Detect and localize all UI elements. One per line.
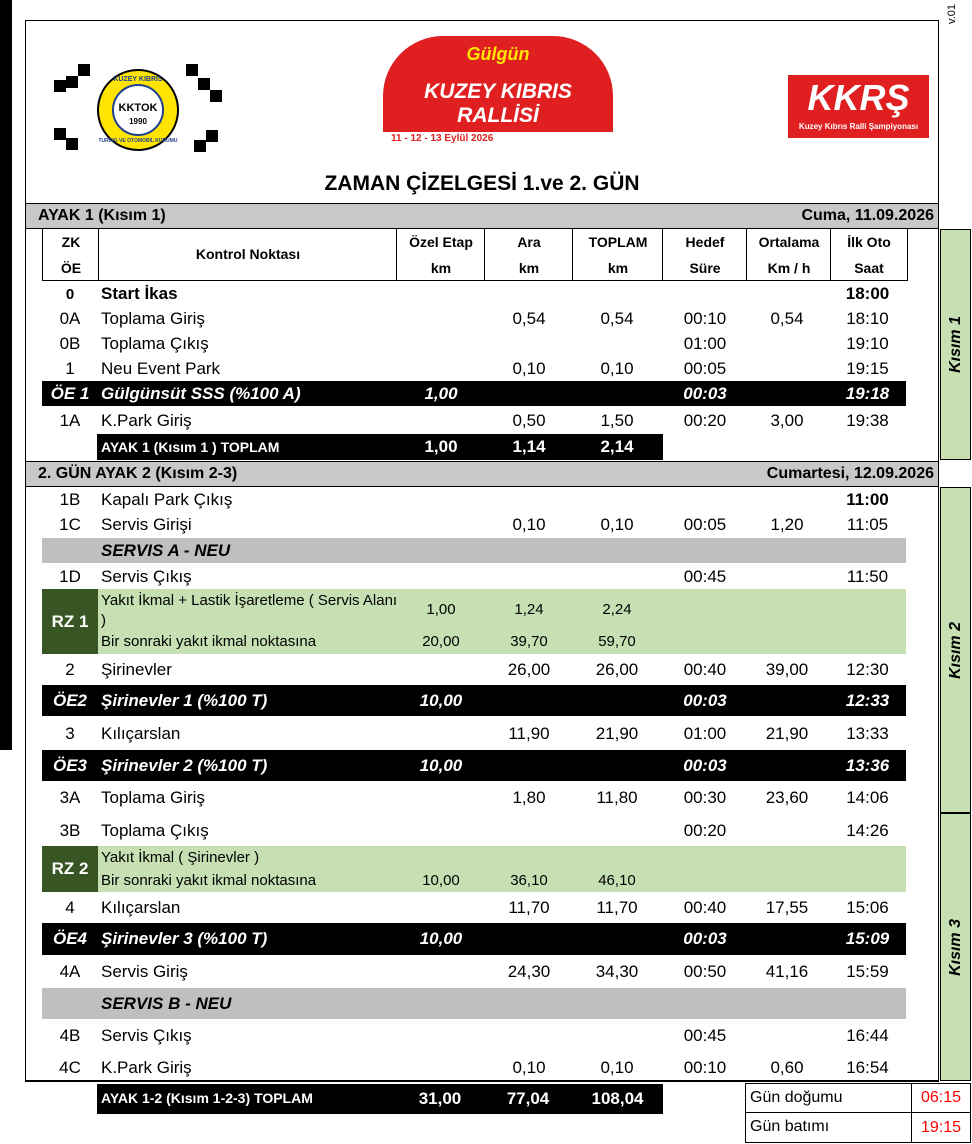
rz1-ara2: 39,70	[510, 633, 548, 650]
cell-ara: 1,80	[512, 788, 546, 807]
table-row	[42, 923, 906, 955]
table-row	[42, 956, 906, 988]
cell-ara	[485, 488, 573, 512]
rz1-row	[42, 589, 906, 654]
cell-ort	[745, 750, 829, 781]
kktok-mid-text: KKTOK	[118, 102, 158, 114]
cell-ilk: 14:06	[846, 788, 889, 807]
cell-ilk: 12:33	[845, 690, 890, 710]
cell-top: 0,10	[600, 359, 634, 378]
rally-logo	[383, 36, 613, 160]
cell-hed: 00:50	[683, 962, 727, 981]
cell-name: Şirinevler 2 (%100 T)	[101, 755, 268, 775]
header-kontrol: Kontrol Noktası	[195, 246, 301, 262]
cell-zk: 1D	[59, 566, 81, 586]
cell-zk: 1	[65, 359, 75, 378]
cell-oe	[397, 893, 485, 923]
cell-top: 0,54	[600, 309, 634, 328]
cell-top	[573, 685, 661, 716]
header-toplam: TOPLAM	[588, 234, 648, 250]
cell-name: Kılıçarslan	[101, 724, 181, 743]
cell-ilk: 11:05	[846, 515, 889, 534]
header-zk: ZK	[61, 234, 81, 250]
page-title: ZAMAN ÇİZELGESİ 1.ve 2. GÜN	[324, 172, 640, 195]
cell-ara	[485, 381, 573, 406]
cell-ara: 0,54	[512, 309, 546, 328]
cell-name: Start İkas	[101, 284, 178, 303]
sunset-value: 19:15	[911, 1113, 970, 1142]
rz1-oe2: 20,00	[422, 633, 460, 650]
header-hedef-unit: Süre	[689, 260, 721, 276]
cell-ort: 41,16	[765, 962, 809, 981]
cell-hed: 01:00	[683, 334, 727, 353]
cell-ilk: 16:54	[846, 1057, 889, 1077]
kisim-1-label: Kısım 1	[946, 316, 964, 373]
header-ortalama-unit: Km / h	[767, 260, 811, 276]
cell-hed	[661, 282, 749, 306]
cell-hed: 00:03	[683, 383, 727, 403]
cell-ilk: 15:06	[846, 898, 889, 917]
cell-ort: 0,60	[770, 1057, 804, 1077]
cell-zk: ÖE3	[52, 755, 88, 775]
cell-ort: 23,60	[765, 788, 809, 807]
cell-top: 0,10	[600, 515, 634, 534]
table-row	[42, 685, 906, 716]
cell-ilk	[829, 538, 906, 563]
table-row	[42, 718, 906, 750]
cell-ort	[745, 434, 829, 460]
cell-hed: 00:03	[683, 690, 727, 710]
table-row	[42, 1020, 906, 1052]
table-row	[42, 893, 906, 923]
cell-top: 26,00	[595, 660, 639, 679]
kisim-2-bar	[940, 487, 971, 813]
cell-ort: 1,20	[770, 515, 804, 534]
table-row	[42, 564, 906, 589]
ayak1-date: Cuma, 11.09.2026	[801, 207, 934, 224]
sunrise-box	[745, 1083, 971, 1113]
cell-ara: 1,14	[512, 437, 546, 456]
ayak2-bar	[26, 461, 938, 487]
table-row	[42, 815, 906, 846]
cell-hed	[661, 488, 749, 512]
cell-name: Servis Girişi	[101, 515, 192, 534]
cell-zk: 4C	[59, 1057, 81, 1077]
cell-ort	[745, 923, 829, 955]
cell-oe	[397, 988, 485, 1019]
header-ozel-etap: Özel Etap	[409, 234, 473, 250]
kkrs-logo	[788, 75, 929, 138]
table-row	[42, 1052, 906, 1083]
cell-zk: 0B	[59, 334, 81, 353]
cell-top	[573, 332, 661, 356]
cell-hed: 00:03	[683, 929, 727, 948]
cell-ort: 21,90	[765, 724, 809, 743]
rz1-oe1: 1,00	[426, 601, 456, 618]
rz1-top1: 2,24	[602, 601, 632, 618]
cell-oe	[397, 783, 485, 813]
cell-oe	[397, 513, 485, 537]
kisim-1-bar	[940, 229, 971, 460]
cell-ilk: 13:33	[846, 724, 889, 743]
rz2-row	[42, 846, 906, 892]
cell-zk: 4A	[59, 962, 81, 981]
cell-ort	[745, 381, 829, 406]
cell-top: 11,70	[596, 898, 638, 917]
sunrise-value: 06:15	[911, 1084, 970, 1112]
cell-ilk: 12:30	[846, 660, 889, 679]
cell-oe	[397, 564, 485, 589]
cell-oe	[397, 357, 485, 381]
rz1-next: Bir sonraki yakıt ikmal noktasına	[101, 633, 317, 650]
cell-name: Servis Çıkış	[101, 1026, 192, 1045]
cell-name: AYAK 1 (Kısım 1 ) TOPLAM	[101, 439, 280, 455]
rz2-ara2: 36,10	[510, 872, 548, 889]
cell-ort: 3,00	[770, 410, 804, 430]
ayak2-label: 2. GÜN AYAK 2 (Kısım 2-3)	[38, 465, 238, 482]
sunrise-label: Gün doğumu	[750, 1089, 843, 1106]
rally-sponsor: Gülgün	[466, 44, 530, 64]
header-ozel-etap-unit: km	[430, 260, 452, 276]
cell-ara	[485, 1020, 573, 1052]
cell-top: 34,30	[595, 962, 639, 981]
cell-ara: 11,70	[508, 898, 550, 917]
cell-oe: 10,00	[419, 690, 463, 710]
rz2-next: Bir sonraki yakıt ikmal noktasına	[101, 872, 317, 889]
cell-ilk: 18:10	[846, 309, 889, 328]
cell-zk: 3B	[59, 820, 81, 840]
cell-top	[573, 282, 661, 306]
cell-zk: ÖE 1	[50, 383, 90, 403]
ayak2-date: Cumartesi, 12.09.2026	[766, 465, 934, 482]
cell-ilk: 16:44	[846, 1026, 889, 1045]
cell-ara	[485, 815, 573, 846]
cell-name: SERVIS A - NEU	[101, 540, 231, 560]
cell-zk	[42, 988, 98, 1019]
cell-zk: 0	[65, 285, 75, 303]
cell-hed	[661, 988, 749, 1019]
table-row	[42, 381, 906, 406]
cell-zk: 2	[65, 660, 75, 679]
cell-ara	[485, 538, 573, 563]
cell-name: Gülgünsüt SSS (%100 A)	[101, 383, 301, 403]
cell-top	[573, 815, 661, 846]
cell-zk: 1C	[59, 515, 81, 534]
ayak1-label: AYAK 1 (Kısım 1)	[38, 207, 166, 224]
cell-zk: 3	[65, 724, 75, 743]
cell-oe	[397, 1052, 485, 1083]
cell-ara: 11,90	[508, 724, 550, 743]
cell-name: Servis Giriş	[101, 962, 188, 981]
cell-ilk: 19:38	[846, 410, 889, 430]
header-ilk-oto-unit: Saat	[854, 260, 884, 276]
cell-ilk: 18:00	[845, 284, 890, 303]
cell-top	[573, 381, 661, 406]
rz2-label: RZ 2	[42, 846, 98, 892]
cell-ara	[485, 685, 573, 716]
cell-oe	[397, 656, 485, 684]
cell-name: Kapalı Park Çıkış	[101, 490, 233, 509]
cell-name: Servis Çıkış	[101, 566, 192, 586]
cell-ort	[745, 282, 829, 306]
header-toplam-unit: km	[607, 260, 629, 276]
cell-top: 2,14	[600, 437, 634, 456]
cell-hed: 00:10	[683, 309, 727, 328]
cell-hed: 00:20	[683, 820, 727, 840]
cell-top: 1,50	[600, 410, 634, 430]
cell-top	[573, 564, 661, 589]
cell-top: 21,90	[595, 724, 639, 743]
kkrs-sub: Kuzey Kıbrıs Ralli Şampiyonası	[798, 122, 919, 131]
kkrs-mark: KKRŞ	[807, 77, 910, 118]
cell-hed: 00:05	[683, 359, 727, 378]
cell-ort	[745, 357, 829, 381]
cell-hed: 00:45	[683, 566, 727, 586]
cell-ort: 39,00	[765, 660, 809, 679]
ayak1-bar	[26, 203, 938, 229]
cell-oe	[397, 307, 485, 331]
grand-total-label: AYAK 1-2 (Kısım 1-2-3) TOPLAM	[101, 1090, 313, 1106]
cell-name: Neu Event Park	[101, 359, 221, 378]
table-row	[42, 513, 906, 537]
cell-ara	[485, 988, 573, 1019]
cell-hed: 00:10	[683, 1057, 727, 1077]
cell-top	[573, 538, 661, 563]
table-row	[42, 357, 906, 381]
cell-name: K.Park Giriş	[101, 410, 192, 430]
cell-hed: 01:00	[683, 724, 727, 743]
cell-oe	[397, 488, 485, 512]
kktok-year: 1990	[129, 117, 147, 126]
cell-top	[573, 750, 661, 781]
cell-ara	[485, 282, 573, 306]
cell-oe	[397, 1020, 485, 1052]
cell-oe	[397, 718, 485, 750]
grand-total-toplam: 108,04	[591, 1089, 644, 1108]
cell-ilk	[829, 988, 906, 1019]
rz1-desc: Yakıt İkmal + Lastik İşaretleme ( Servis Alanı )	[101, 592, 398, 629]
cell-zk: 4B	[59, 1026, 81, 1045]
kisim-3-label: Kısım 3	[946, 918, 964, 976]
rz2-top2: 46,10	[598, 872, 636, 889]
cell-hed	[661, 538, 749, 563]
table-row	[42, 488, 906, 512]
table-row	[42, 656, 906, 684]
header-oe: ÖE	[60, 260, 82, 276]
rz2-desc: Yakıt İkmal ( Şirinevler )	[101, 849, 260, 866]
table-row	[42, 307, 906, 331]
cell-ara: 0,10	[512, 359, 546, 378]
cell-zk: ÖE2	[52, 690, 88, 710]
kktok-top-text: KUZEY KIBRIS	[113, 76, 163, 83]
kktok-logo	[48, 58, 228, 158]
cell-top: 0,10	[600, 1057, 634, 1077]
cell-oe: 10,00	[419, 755, 463, 775]
rz2-oe2: 10,00	[422, 872, 460, 889]
cell-hed: 00:20	[683, 410, 727, 430]
cell-ara	[485, 332, 573, 356]
kisim-2-label: Kısım 2	[946, 621, 964, 679]
cell-name: Toplama Giriş	[101, 309, 205, 328]
cell-ort	[745, 488, 829, 512]
cell-ort	[745, 332, 829, 356]
cell-ilk: 13:36	[845, 755, 890, 775]
grand-total-oe: 31,00	[418, 1089, 462, 1108]
kktok-bottom-text: TURİNG VE OTOMOBİL KURUMU	[98, 138, 178, 144]
cell-oe: 1,00	[424, 437, 458, 456]
header-ilk-oto: İlk Oto	[847, 234, 891, 250]
cell-top	[573, 488, 661, 512]
cell-ara: 24,30	[507, 962, 551, 981]
cell-oe: 1,00	[424, 383, 458, 403]
table-row	[42, 282, 906, 306]
cell-oe	[397, 538, 485, 563]
cell-hed: 00:30	[683, 788, 727, 807]
cell-ara	[485, 923, 573, 955]
cell-ort	[745, 685, 829, 716]
cell-ilk: 19:15	[846, 359, 889, 378]
cell-name: K.Park Giriş	[101, 1057, 192, 1077]
kisim-3-bar	[940, 813, 971, 1081]
cell-ort	[745, 815, 829, 846]
cell-ilk: 15:09	[845, 929, 890, 948]
cell-ilk: 11:50	[846, 566, 889, 586]
cell-ilk: 15:59	[846, 962, 889, 981]
cell-hed: 00:40	[683, 660, 727, 679]
cell-ort	[745, 988, 829, 1019]
table-row	[42, 538, 906, 563]
cell-ilk	[829, 434, 906, 460]
cell-ort	[745, 1020, 829, 1052]
cell-oe: 10,00	[419, 929, 463, 948]
header-ara-unit: km	[518, 260, 540, 276]
rz1-label: RZ 1	[42, 589, 98, 654]
table-row	[42, 988, 906, 1019]
header-ortalama: Ortalama	[758, 234, 820, 250]
cell-hed: 00:40	[683, 898, 727, 917]
table-row	[42, 783, 906, 813]
cell-hed	[661, 434, 749, 460]
cell-top	[573, 923, 661, 955]
cell-ilk: 19:10	[846, 334, 889, 353]
cell-ara: 0,10	[512, 515, 546, 534]
cell-zk	[42, 434, 98, 460]
cell-top: 11,80	[596, 788, 638, 807]
cell-name: Şirinevler 1 (%100 T)	[101, 690, 268, 710]
cell-ort	[745, 564, 829, 589]
cell-hed: 00:45	[683, 1026, 727, 1045]
header-ara: Ara	[517, 234, 541, 250]
cell-oe	[397, 815, 485, 846]
rally-name: KUZEY KIBRIS RALLİSİ	[424, 80, 572, 127]
cell-ara: 0,50	[512, 410, 546, 430]
cell-zk: 4	[65, 898, 75, 917]
rally-dates: 11 - 12 - 13 Eylül 2026	[391, 133, 494, 144]
cell-name: Toplama Çıkış	[101, 334, 209, 353]
left-edge-bar	[0, 0, 12, 750]
cell-ara	[485, 564, 573, 589]
cell-name: Şirinevler	[101, 660, 172, 679]
table-row	[97, 434, 663, 460]
grand-total-ara: 77,04	[506, 1089, 550, 1108]
cell-ort: 17,55	[765, 898, 809, 917]
cell-ilk: 19:18	[845, 383, 890, 403]
cell-zk: 1A	[59, 410, 81, 430]
sunset-label: Gün batımı	[750, 1118, 830, 1135]
cell-ara	[485, 750, 573, 781]
cell-oe	[397, 282, 485, 306]
cell-zk: 1B	[59, 490, 81, 509]
table-row	[42, 750, 906, 781]
cell-zk: ÖE4	[52, 929, 88, 948]
cell-ara: 0,10	[512, 1057, 546, 1077]
cell-oe	[397, 332, 485, 356]
rz1-top2: 59,70	[598, 633, 636, 650]
cell-name: SERVIS B - NEU	[101, 993, 232, 1013]
cell-oe	[397, 956, 485, 988]
cell-name: Kılıçarslan	[101, 898, 181, 917]
sunset-box	[745, 1113, 971, 1143]
cell-zk: 3A	[59, 788, 81, 807]
cell-zk	[42, 538, 98, 563]
cell-ara: 26,00	[507, 660, 551, 679]
cell-name: Toplama Giriş	[101, 788, 205, 807]
cell-hed: 00:05	[683, 515, 727, 534]
cell-ilk: 11:00	[846, 490, 889, 509]
cell-ort	[745, 538, 829, 563]
cell-hed: 00:03	[683, 755, 727, 775]
version-label: v.01	[946, 4, 958, 24]
table-row	[42, 332, 906, 356]
cell-name: Şirinevler 3 (%100 T)	[101, 929, 268, 948]
cell-ort: 0,54	[770, 309, 804, 328]
table-row	[42, 408, 906, 433]
cell-zk: 0A	[59, 309, 81, 328]
cell-top	[573, 988, 661, 1019]
header-hedef: Hedef	[685, 234, 725, 250]
cell-top	[573, 1020, 661, 1052]
cell-oe	[397, 408, 485, 433]
cell-name: Toplama Çıkış	[101, 820, 209, 840]
cell-ilk: 14:26	[846, 820, 889, 840]
grand-total-row	[97, 1084, 663, 1114]
rz1-ara1: 1,24	[514, 601, 544, 618]
